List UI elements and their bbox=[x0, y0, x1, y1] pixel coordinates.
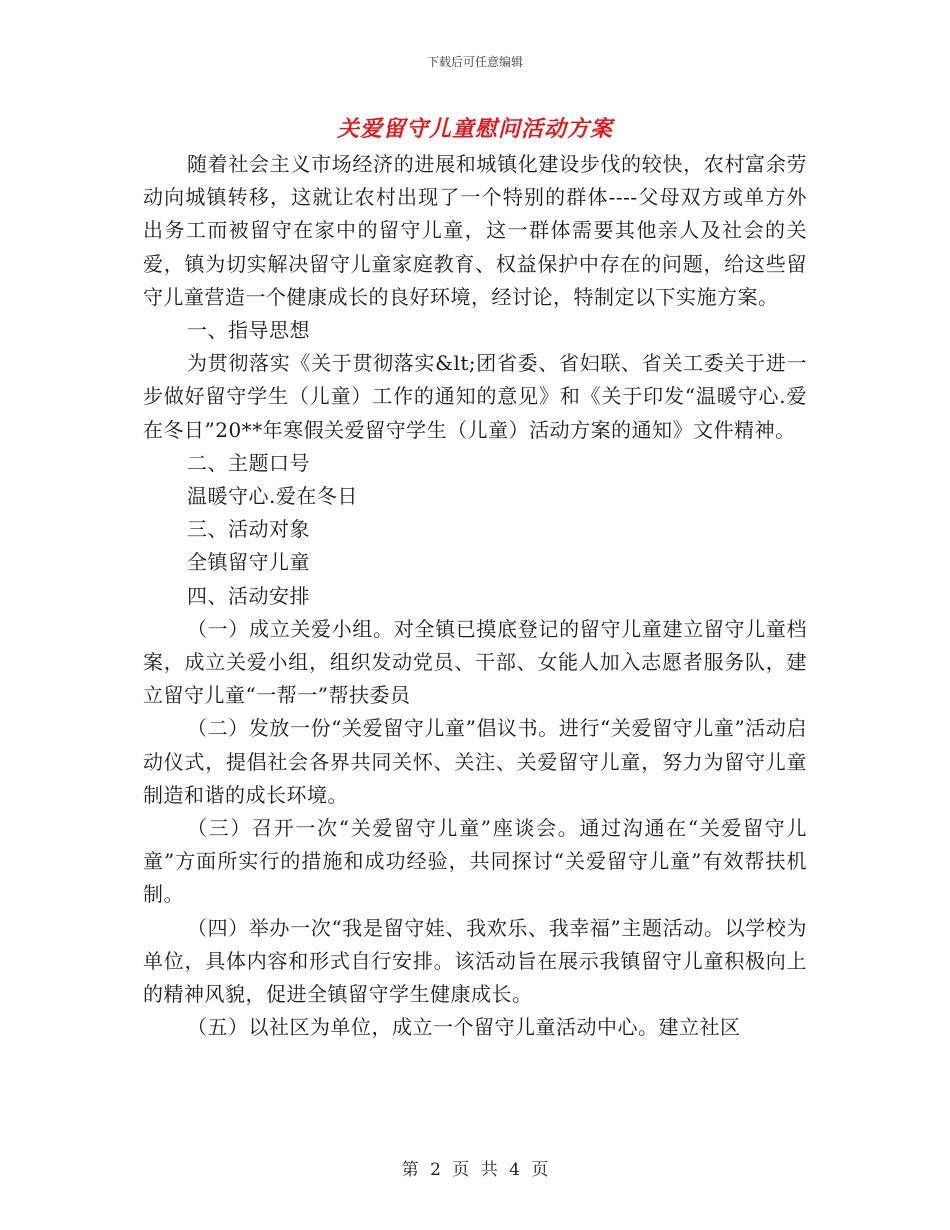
guiding-thought-paragraph: 为贯彻落实《关于贯彻落实&lt;团省委、省妇联、省关工委关于进一步做好留守学生（儿童）工作的通知的意见》和《关于印发“温暖守心.爱在冬日”20**年寒假关爱留守学生（儿童）活动方案的通知》文件精神。 bbox=[143, 351, 807, 442]
arrangement-item-2: （二）发放一份“关爱留守儿童”倡议书。进行“关爱留守儿童”活动启动仪式，提倡社会各界共同关怀、关注、关爱留守儿童，努力为留守儿童制造和谐的成长环境。 bbox=[143, 716, 807, 807]
target-text: 全镇留守儿童 bbox=[187, 550, 310, 575]
header-note: 下载后可任意编辑 bbox=[426, 55, 523, 69]
page-footer bbox=[0, 1155, 950, 1180]
footer-suffix: 页 bbox=[531, 1160, 549, 1180]
section-heading-arrangement: 四、活动安排 bbox=[187, 583, 310, 608]
document-title: 关爱留守儿童慰问活动方案 bbox=[336, 117, 613, 142]
intro-paragraph: 随着社会主义市场经济的进展和城镇化建设步伐的较快，农村富余劳动向城镇转移，这就让农村出现了一个特别的群体----父母双方或单方外出务工而被留守在家中的留守儿童，这一群体需要其他亲人及社会的关爱，镇为切实解决留守儿童家庭教育、权益保护中存在的问题，给这些留守儿童营造一个健康成长的良好环境，经讨论，特制定以下实施方案。 bbox=[143, 152, 807, 309]
arrangement-item-3: （三）召开一次“关爱留守儿童”座谈会。通过沟通在“关爱留守儿童”方面所实行的措施和成功经验，共同探讨“关爱留守儿童”有效帮扶机制。 bbox=[143, 816, 807, 907]
arrangement-item-1: （一）成立关爱小组。对全镇已摸底登记的留守儿童建立留守儿童档案，成立关爱小组，组织发动党员、干部、女能人加入志愿者服务队，建立留守儿童“一帮一”帮扶委员 bbox=[143, 616, 807, 708]
arrangement-item-5: （五）以社区为单位，成立一个留守儿童活动中心。建立社区 bbox=[187, 1015, 741, 1040]
arrangement-item-4: （四）举办一次“我是留守娃、我欢乐、我幸福”主题活动。以学校为单位，具体内容和形式自行安排。该活动旨在展示我镇留守儿童积极向上的精神风貌，促进全镇留守学生健康成长。 bbox=[143, 915, 807, 1007]
footer-gong: 共 bbox=[480, 1160, 498, 1180]
section-heading-slogan: 二、主题口号 bbox=[187, 450, 310, 475]
section-heading-target: 三、活动对象 bbox=[187, 517, 310, 542]
footer-total-pages: 4 bbox=[509, 1160, 520, 1180]
footer-middle: 页 bbox=[452, 1160, 470, 1180]
section-heading-guiding-thought: 一、指导思想 bbox=[187, 318, 310, 343]
slogan-text: 温暖守心.爱在冬日 bbox=[187, 484, 358, 509]
footer-page-number: 2 bbox=[430, 1160, 441, 1180]
document-body bbox=[143, 148, 807, 1044]
footer-prefix: 第 bbox=[401, 1160, 419, 1180]
